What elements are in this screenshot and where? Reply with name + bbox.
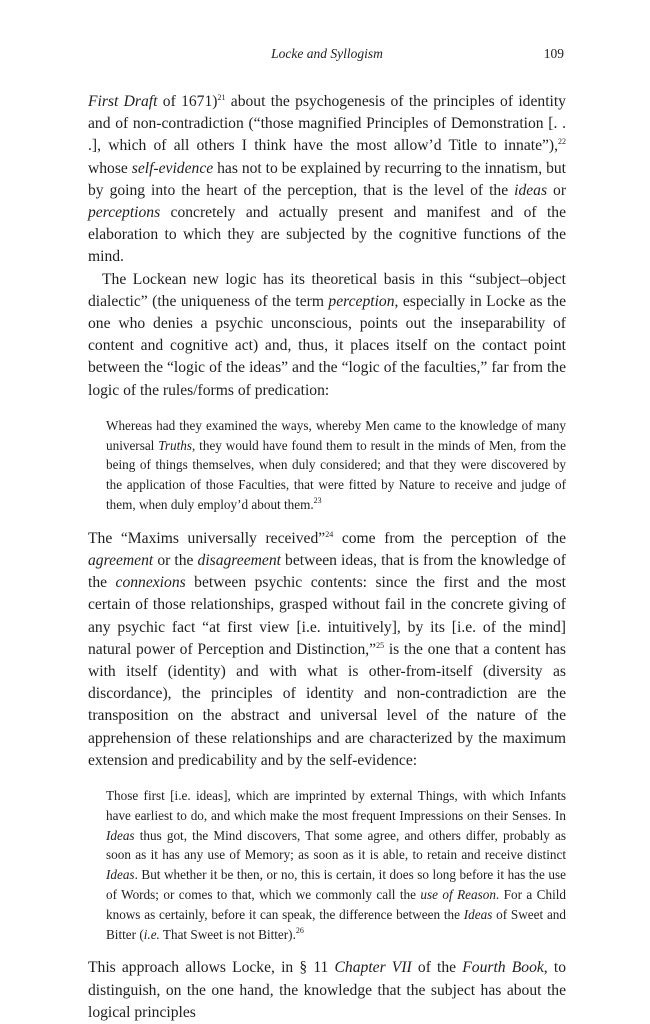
paragraph-1 — [88, 91, 566, 269]
paragraph-4 — [88, 957, 566, 1024]
text-fragment: Whereas had they examined the ways, whereby Men came to the knowledge of many universal — [106, 417, 566, 453]
block-quote-2 — [106, 786, 566, 944]
text-fragment: of the — [411, 959, 463, 977]
text-fragment: of 1671) — [157, 93, 218, 110]
quote-text — [106, 786, 566, 944]
italic-term: First Draft — [88, 93, 158, 110]
text-fragment: between psychic contents: since the first and the most certain of those relationships, grasped without fail in the concrete giving of any psychic fact “at first view [i.e. intuitively], by its [i.e. of the mind] natural power of Perception and Distinction,” — [88, 574, 566, 658]
book-page — [88, 40, 566, 1024]
body-text — [88, 91, 566, 1024]
paragraph-3 — [88, 528, 566, 772]
italic-term: Ideas — [106, 867, 135, 883]
italic-term: connexions — [115, 574, 186, 592]
text-fragment: The “Maxims universally received” — [88, 529, 326, 547]
footnote-ref: 24 — [325, 529, 334, 539]
footnote-ref: 21 — [217, 93, 226, 102]
text-fragment: Those first [i.e. ideas], which are imprinted by external Things, with which Infants have earliest to do, and which make the most frequent Impressions on their Senses. In — [106, 788, 566, 823]
quote-text — [106, 416, 566, 515]
italic-term: agreement — [88, 552, 154, 570]
text-fragment: between ideas, that is from the knowledge of the — [88, 552, 566, 592]
text-fragment: . But whether it be then, or no, this is certain, it does so long before it has the use of Words; or comes to that, which we commonly call the — [106, 867, 566, 903]
text-fragment: has not to be explained by recurring to the innatism, but by going into the heart of the perception, that is the level of the — [88, 159, 566, 199]
footnote-ref: 26 — [295, 925, 304, 935]
text-fragment: of Sweet and Bitter ( — [106, 906, 566, 942]
italic-term: Fourth Book — [462, 959, 544, 977]
text-fragment: concretely and actually present and manifest and of the elaboration to which they are subjected by the cognitive functions of the mind. — [88, 204, 566, 266]
italic-term: Ideas — [106, 827, 135, 843]
text-fragment: or the — [153, 552, 198, 570]
footnote-ref: 22 — [558, 137, 566, 147]
text-fragment: That Sweet is not Bitter). — [159, 926, 296, 942]
text-fragment: about the psychogenesis of the principles of identity and of non-contradiction (“those magnified Principles of Demonstration [. . .], which of all others I think have the most allow’d Title to innate”), — [88, 93, 566, 155]
text-fragment: thus got, the Mind discovers, That some agree, and others differ, probably as soon as it has any use of Memory; as soon as it is able, to retain and receive distinct — [106, 827, 566, 863]
text-fragment: , to distinguish, on the one hand, the knowledge that the subject has about the logical principles — [88, 959, 566, 1021]
italic-term: perceptions — [88, 204, 161, 222]
text-fragment: , especially in Locke as the one who denies a psychic unconscious, points out the inseparability of content and cognitive act) and, thus, it places itself on the contact point between the “logic of the ideas” and the “logic of the faculties,” far from the logic of the rules/forms of predication: — [88, 292, 567, 399]
text-fragment: This approach allows Locke, in § 11 — [88, 959, 335, 977]
text-fragment: . For a Child knows as certainly, before it can speak, the difference between the — [106, 887, 566, 922]
text-fragment: or — [547, 181, 567, 199]
italic-term: self-evidence — [131, 159, 214, 177]
italic-term: Ideas — [463, 906, 493, 922]
paragraph-2 — [88, 269, 566, 402]
page-number: 109 — [543, 46, 564, 61]
text-fragment: , they would have found them to result in the minds of Men, from the being of things themselves, when duly considered; and that they were discovered by the application of those Faculties, that were fitted by Nature to receive and judge of them, when duly employ’d about them. — [106, 437, 566, 513]
running-title: Locke and Syllogism — [271, 46, 383, 61]
footnote-ref: 25 — [376, 640, 385, 650]
italic-term: disagreement — [197, 552, 281, 570]
text-fragment: is the one that a content has with itself (identity) and with what is other-from-itself (diversity as discordance), the principles of identity and non-contradiction are the transposition on the abstract and universal level of the nature of the apprehension of these relationships and are characterized by the maximum extension and predicability and by the self-evidence: — [88, 640, 566, 769]
italic-term: i.e. — [143, 926, 160, 942]
footnote-ref: 23 — [313, 496, 322, 506]
italic-term: Truths — [158, 437, 192, 453]
text-fragment: whose — [88, 159, 132, 177]
running-head — [88, 40, 566, 64]
block-quote-1 — [106, 416, 566, 515]
text-fragment: The Lockean new logic has its theoretical basis in this “subject–object dialectic” (the uniqueness of the term — [88, 270, 566, 310]
text-fragment: come from the perception of the — [333, 529, 566, 547]
italic-term: ideas — [514, 181, 548, 199]
italic-term: perception — [328, 292, 395, 310]
italic-term: Chapter VII — [334, 959, 412, 977]
italic-term: use of Reason — [420, 887, 496, 903]
